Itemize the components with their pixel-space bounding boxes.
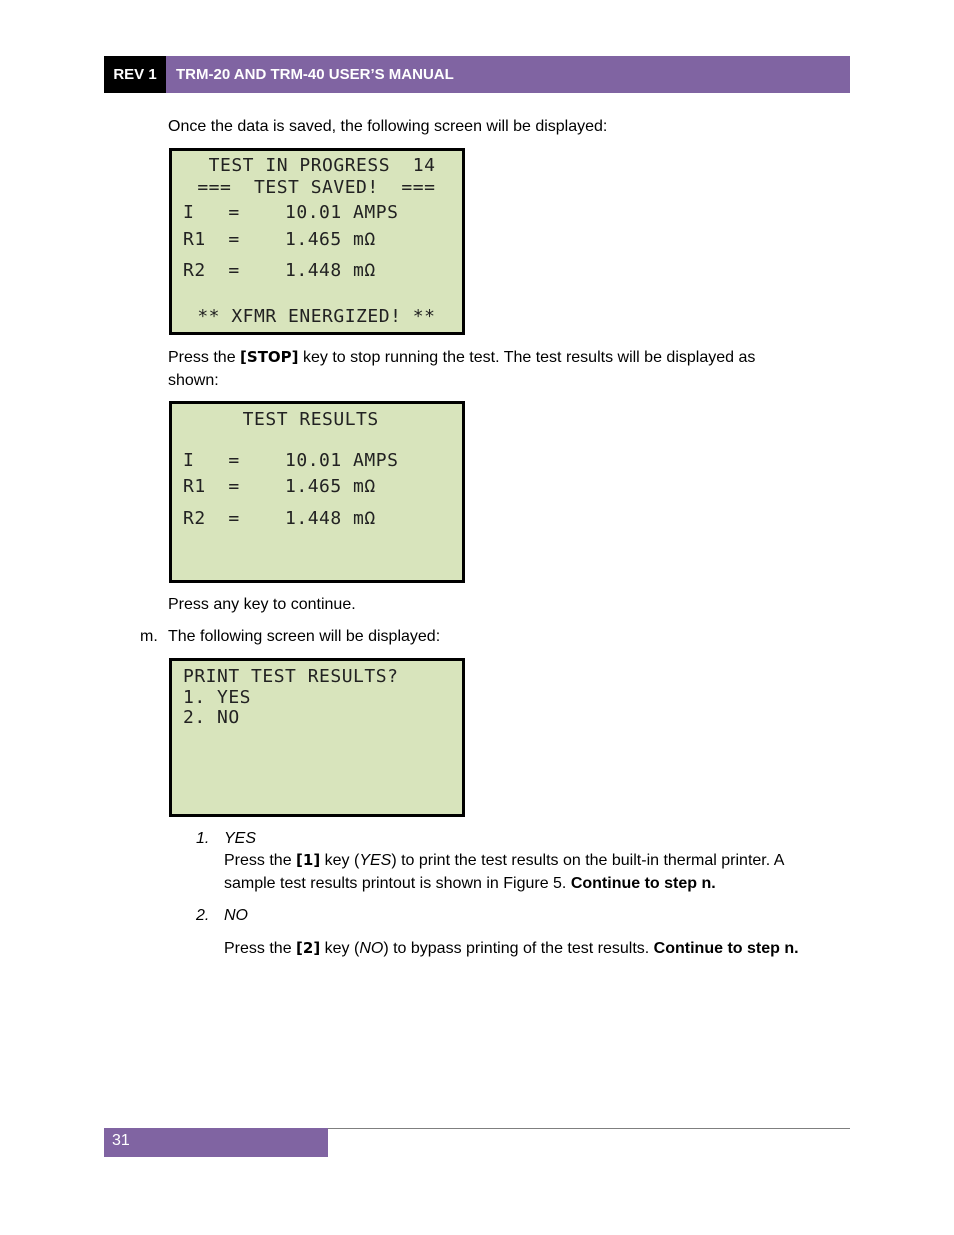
lcd-line: I = 10.01 AMPS — [183, 450, 399, 471]
lcd-line: PRINT TEST RESULTS? — [183, 666, 399, 687]
text-fragment: shown: — [168, 372, 219, 389]
text-fragment: ) to print the test results on the built-in thermal printer. A — [391, 852, 785, 869]
text-fragment: YES — [359, 852, 392, 869]
press-any-key-text: Press any key to continue. — [168, 596, 356, 613]
intro-saved-text: Once the data is saved, the following screen will be displayed: — [168, 118, 608, 135]
lcd-line: TEST IN PROGRESS 14 — [186, 155, 436, 176]
step-m-text: The following screen will be displayed: — [168, 628, 441, 645]
text-fragment: Press the — [168, 349, 241, 366]
lcd-screen-test-saved — [169, 148, 465, 335]
stop-instruction — [168, 346, 828, 392]
lcd-line: R1 = 1.465 mΩ — [183, 476, 376, 497]
option-1-description — [224, 849, 844, 895]
key-1-label: [1] — [296, 851, 321, 869]
lcd-line: 1. YES — [183, 687, 252, 708]
lcd-line: R2 = 1.448 mΩ — [183, 260, 376, 281]
text-fragment: sample test results printout is shown in Figure 5. — [224, 875, 571, 892]
lcd-line: I = 10.01 AMPS — [183, 202, 399, 223]
option-1-title: YES — [224, 830, 257, 847]
option-1-number: 1. — [196, 830, 210, 847]
lcd-line: R2 = 1.448 mΩ — [183, 508, 376, 529]
text-fragment: Press the — [224, 940, 297, 957]
lcd-screen-print-prompt — [169, 658, 465, 817]
text-fragment: key ( — [320, 940, 360, 957]
lcd-line: === TEST SAVED! === — [186, 177, 436, 198]
lcd-line: TEST RESULTS — [186, 409, 379, 430]
option-2-number: 2. — [196, 907, 210, 924]
text-fragment: key to stop running the test. The test results will be displayed as — [298, 349, 756, 366]
revision-label: REV 1 — [104, 56, 166, 93]
text-fragment: Press the — [224, 852, 297, 869]
step-m-label: m. — [140, 628, 158, 645]
key-2-label: [2] — [296, 939, 321, 957]
option-2-title: NO — [224, 907, 248, 924]
stop-key-label: [STOP] — [240, 348, 299, 366]
continue-step-n: Continue to step n. — [570, 875, 716, 892]
text-fragment: NO — [359, 940, 384, 957]
continue-step-n: Continue to step n. — [653, 940, 799, 957]
lcd-line: ** XFMR ENERGIZED! ** — [186, 306, 436, 327]
lcd-line: 2. NO — [183, 707, 240, 728]
page-number: 31 — [104, 1128, 328, 1157]
text-fragment: key ( — [320, 852, 360, 869]
text-fragment: ) to bypass printing of the test results. — [383, 940, 654, 957]
lcd-line: R1 = 1.465 mΩ — [183, 229, 376, 250]
option-2-description — [224, 937, 844, 960]
manual-title: TRM-20 AND TRM-40 USER’S MANUAL — [166, 56, 850, 93]
lcd-screen-test-results — [169, 401, 465, 583]
